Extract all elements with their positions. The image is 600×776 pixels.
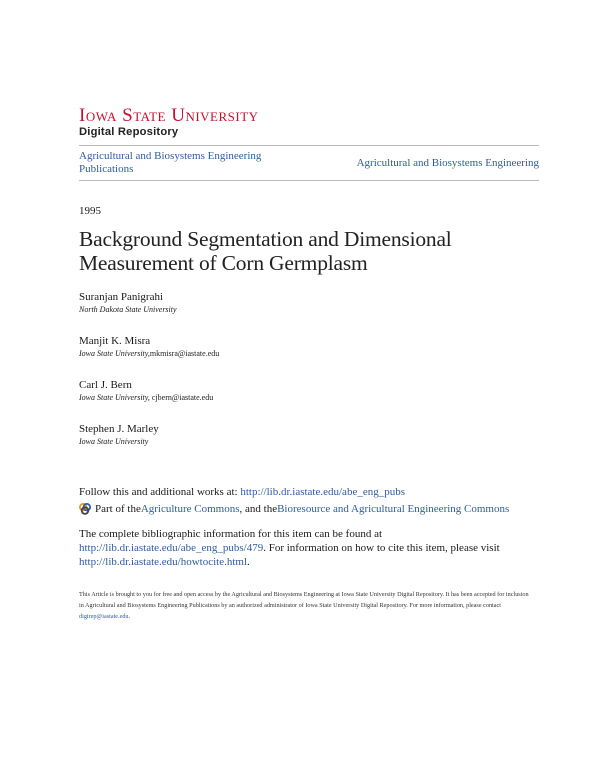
divider-top [79,145,539,146]
author-name: Manjit K. Misra [79,335,151,347]
access-notice [79,589,529,622]
follow-text: Follow this and additional works at: [79,486,241,498]
howtocite-link[interactable]: http://lib.dr.iastate.edu/howtocite.html [79,556,248,568]
part-of-prefix: Part of the [95,503,141,515]
author-entry [79,334,519,359]
biblio-text: The complete bibliographic information for this item can be found at [79,528,383,540]
notice-text: This Article is brought to you for free and open access by the Agricultural and Biosystems Engineering at Iowa State University Digital Repository. It has been accepted for inclusion in Agricultural and Biosystems Engineering Publications by an authorized administrator of Iowa State University Digital Repository. For more information, please contact [79,591,529,609]
affiliation-text: Iowa State University [79,349,148,358]
author-name: Carl J. Bern [79,379,132,391]
follow-link[interactable]: http://lib.dr.iastate.edu/abe_eng_pubs [240,486,405,498]
series-publications-link[interactable]: Agricultural and Biosystems Engineering Publications [79,150,262,175]
author-affiliation [79,436,519,447]
author-affiliation: Iowa State University, cjbern@iastate.edu [79,393,214,402]
article-title: Background Segmentation and Dimensional Measurement of Corn Germplasm [79,227,452,275]
divider-bottom [79,180,539,181]
author-affiliation [79,304,519,315]
author-entry [79,422,519,447]
biblio-text: . For information on how to cite this item, please visit [263,542,500,554]
logo-title: Iowa State University [79,105,259,126]
series-department-link[interactable]: Agricultural and Biosystems Engineering [356,157,539,169]
bibliographic-info [79,527,529,569]
author-email: mkmisra@iastate.edu [149,349,220,358]
isu-logo [79,106,259,138]
bioresource-commons-link[interactable]: Bioresource and Agricultural Engineering Commons [277,503,510,515]
author-list [79,290,519,466]
part-of-line [79,502,509,516]
follow-line [79,485,405,499]
contact-email-link[interactable]: digirep@iastate.edu [79,613,129,620]
biblio-text: . [247,556,250,568]
notice-end: . [128,613,131,620]
agriculture-commons-link[interactable]: Agriculture Commons [140,503,240,515]
affiliation-text: Iowa State University [79,437,149,446]
publication-year: 1995 [79,205,101,217]
author-entry [79,378,519,403]
part-of-middle: , and the [239,503,278,515]
logo-subtitle: Digital Repository [79,126,179,138]
author-entry [79,290,519,315]
author-name: Stephen J. Marley [79,423,159,435]
author-email: cjbern@iastate.edu [151,393,214,402]
affiliation-text: North Dakota State University [79,305,177,314]
author-affiliation: Iowa State University,mkmisra@iastate.edu [79,349,220,358]
affiliation-text: Iowa State University [79,393,148,402]
network-icon [79,503,91,515]
item-link[interactable]: http://lib.dr.iastate.edu/abe_eng_pubs/479 [79,542,264,554]
author-name: Suranjan Panigrahi [79,291,164,303]
